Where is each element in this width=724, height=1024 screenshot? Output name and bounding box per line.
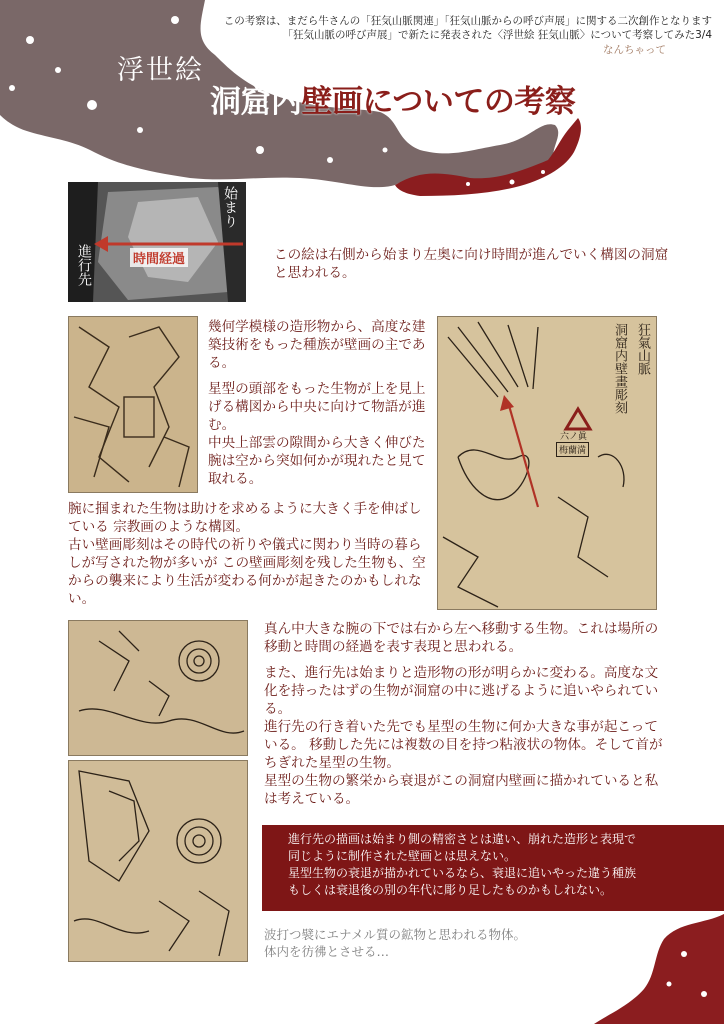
migration-paragraph-2: また、進行先は始まりと造形物の形が明らかに変わる。高度な文化を持ったはずの生物が洞窟の中に逃げるように追いやられている。 — [264, 665, 659, 717]
title-light-part: 洞窟内 — [210, 84, 302, 120]
geometric-paragraph-1: 幾何学模様の造形物から、高度な建築技術をもった種族が壁画の主である。 — [208, 319, 426, 371]
banner-line-3: 星型生物の衰退が描かれているなら、衰退に追いやった違う種族 — [288, 866, 637, 880]
footer-line-1: 波打つ襞にエナメル質の鉱物と思われる物体。 — [264, 927, 527, 942]
migration-text — [264, 620, 664, 808]
religious-text — [68, 500, 432, 608]
title-main-part: 壁画についての考察 — [301, 84, 576, 120]
geometric-artwork-graphic — [69, 317, 197, 492]
label-time: 時間経過 — [130, 248, 188, 267]
migration-artwork-graphic — [69, 621, 247, 755]
intro-line-1: この考察は、まだら牛さんの「狂気山脈関連」「狂気山脈からの呼び声展」に関する二次創作となります — [223, 15, 712, 27]
migration-paragraph-3: 進行先の行き着いた先でも星型の生物に何か大きな事が起こっている。 移動した先には複数の目を持つ粘液状の物体。そして首がちぎれた星型の生物。 — [264, 719, 663, 771]
label-end: 進行先 — [76, 244, 92, 286]
map-silhouette-bottom — [584, 914, 724, 1024]
banner-line-1: 進行先の描画は始まり側の精密さとは違い、崩れた造形と表現で — [288, 832, 637, 846]
migration-artwork-image — [68, 620, 248, 756]
scroll-title-col-1: 狂氣山脈 — [635, 323, 650, 375]
geometric-artwork-image — [68, 316, 198, 493]
religious-paragraph-2: 古い壁画彫刻はその時代の祈りや儀式に関わり当時の暮らしが写された物が多いが この壁画彫刻を残した生物も、空からの襲来により生活が変わる何かが起きたのかもしれない。 — [68, 537, 426, 607]
religious-paragraph-1: 腕に掴まれた生物は助けを求めるように大きく手を伸ばしている 宗教画のような構図。 — [68, 501, 422, 535]
geometric-text — [208, 318, 434, 488]
intro-suffix: なんちゃって — [603, 44, 666, 56]
cave-interior-artwork-image — [68, 760, 248, 962]
note-banner — [262, 825, 724, 911]
series-label: 浮世絵 — [117, 55, 204, 86]
banner-line-4: もしくは衰退後の別の年代に彫り足したものかもしれない。 — [288, 883, 613, 897]
banner-line-2: 同じように制作された壁画とは思えない。 — [288, 849, 517, 863]
migration-paragraph-1: 真ん中大きな腕の下では右から左へ移動する生物。これは場所の移動と時間の経過を表す表現と思われる。 — [264, 621, 659, 655]
scroll-title-col-2: 洞窟内壁畫彫刻 — [612, 323, 627, 414]
footer-line-2: 体内を彷彿とさせる… — [264, 944, 390, 959]
emblem-label: 六ノ眞 — [560, 432, 588, 442]
geometric-paragraph-3: 中央上部雲の隙間から大きく伸びた腕は空から突如何かが現れたと見て取れる。 — [208, 435, 426, 487]
cave-overview-image — [68, 182, 246, 302]
cave-interior-artwork-graphic — [69, 761, 247, 961]
timeline-text: この絵は右側から始まり左奥に向け時間が進んでいく構図の洞窟と思われる。 — [274, 247, 669, 281]
stamp-label: 梅蘭満 — [556, 442, 589, 457]
intro-line-2: 「狂気山脈の呼び声展」で新たに発表された〈浮世絵 狂気山脈〉について考察してみた3/4 — [282, 29, 712, 41]
footer-text — [264, 926, 526, 960]
migration-paragraph-4: 星型の生物の繁栄から衰退がこの洞窟内壁画に描かれていると私は考えている。 — [264, 773, 659, 807]
page-title — [210, 76, 575, 121]
scroll-title — [610, 323, 652, 414]
main-scroll-artwork-image — [437, 316, 657, 610]
geometric-paragraph-2: 星型の頭部をもった生物が上を見上げる構図から中央に向けて物語が進む。 — [208, 381, 426, 433]
label-start: 始まり — [222, 186, 238, 228]
